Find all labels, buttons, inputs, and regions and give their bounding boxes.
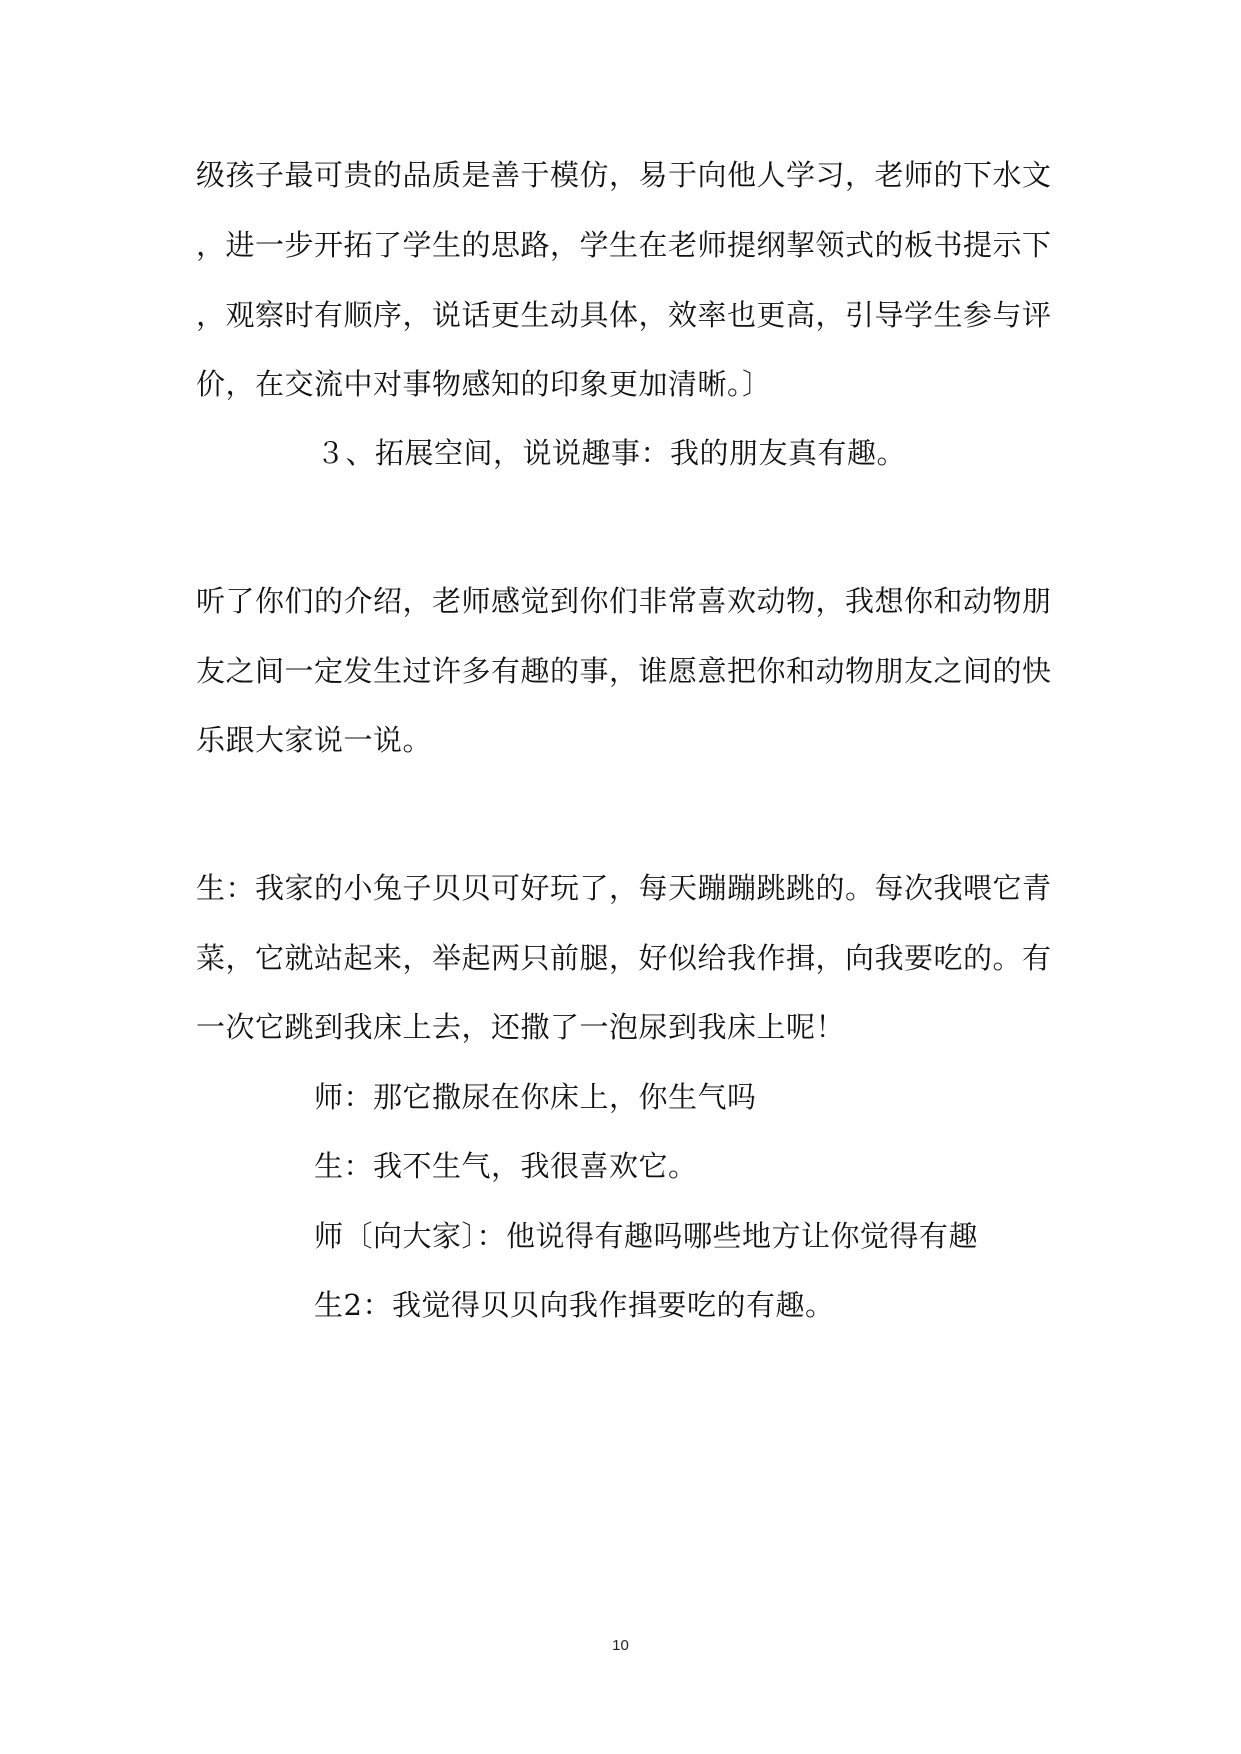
dialogue-line-1: 师：那它撒尿在你床上，你生气吗 [314, 1080, 757, 1114]
para1-line-2: ，进一步开拓了学生的思路，学生在老师提纲挈领式的板书提示下 [196, 228, 1052, 262]
para1-line-4: 价，在交流中对事物感知的印象更加清晰。〕 [196, 367, 772, 401]
para1-line-1: 级孩子最可贵的品质是善于模仿，易于向他人学习，老师的下水文 [196, 158, 1052, 192]
dialogue-line-2: 生：我不生气，我很喜欢它。 [314, 1149, 698, 1183]
para2-line-2: 友之间一定发生过许多有趣的事，谁愿意把你和动物朋友之间的快 [196, 654, 1052, 688]
dialogue-line-3: 师〔向大家〕：他说得有趣吗哪些地方让你觉得有趣 [314, 1219, 979, 1253]
dialogue-line-4: 生2：我觉得贝贝向我作揖要吃的有趣。 [314, 1288, 835, 1322]
para3-line-1: 生：我家的小兔子贝贝可好玩了，每天蹦蹦跳跳的。每次我喂它青 [196, 871, 1052, 905]
para2-line-1: 听了你们的介绍，老师感觉到你们非常喜欢动物，我想你和动物朋 [196, 584, 1052, 618]
para2-line-3: 乐跟大家说一说。 [196, 723, 433, 757]
para3-line-3: 一次它跳到我床上去，还撒了一泡尿到我床上呢！ [196, 1010, 846, 1044]
section-heading-3: ３、拓展空间，说说趣事：我的朋友真有趣。 [316, 436, 907, 470]
para1-line-3: ，观察时有顺序，说话更生动具体，效率也更高，引导学生参与评 [196, 298, 1052, 332]
para3-line-2: 菜，它就站起来，举起两只前腿，好似给我作揖，向我要吃的。有 [196, 941, 1052, 975]
page-number: 10 [612, 1637, 629, 1654]
